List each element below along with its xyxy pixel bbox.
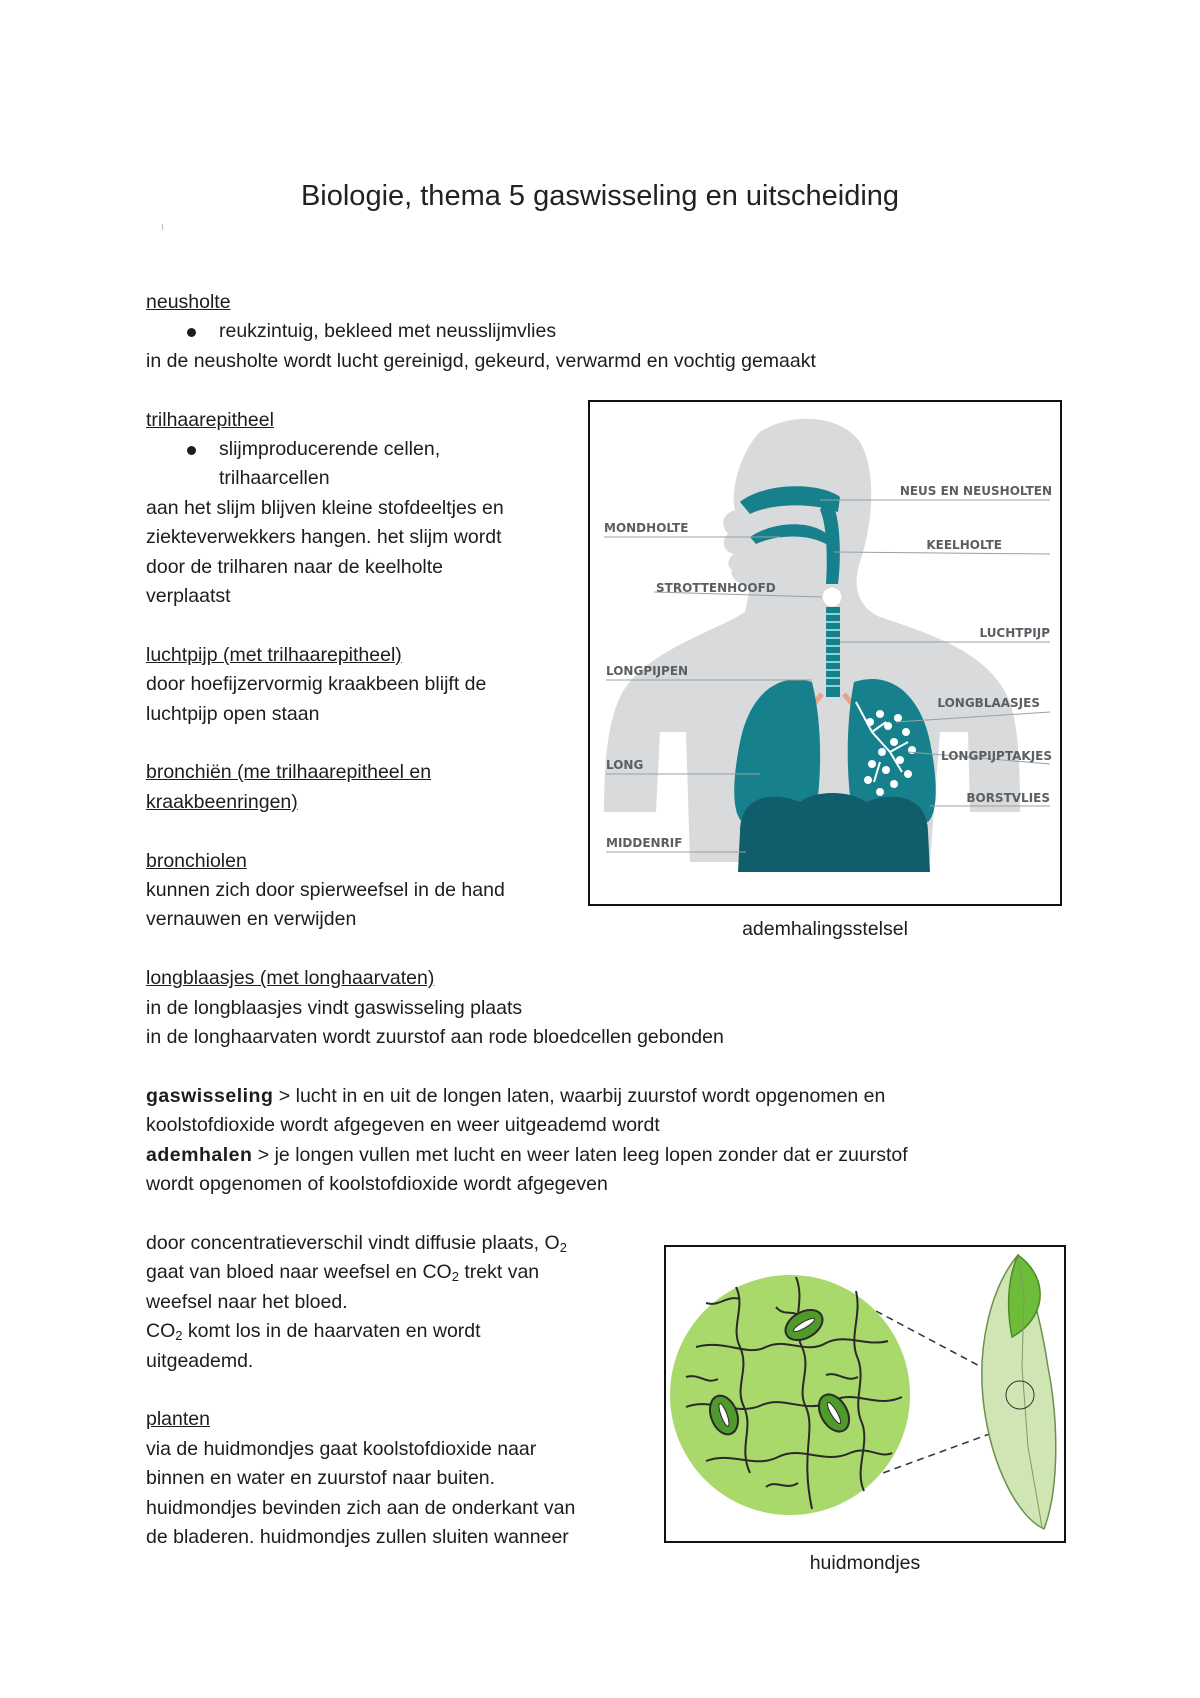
bullet-icon	[187, 446, 196, 455]
label-middenrif: MIDDENRIF	[606, 836, 683, 850]
label-strottenhoofd: STROTTENHOOFD	[656, 581, 776, 595]
bullet-icon	[187, 328, 196, 337]
diaphragm	[738, 793, 930, 872]
bullet-item	[146, 317, 908, 346]
text-line: aan het slijm blijven kleine stofdeeltjes en	[146, 496, 504, 519]
label-borstvlies: BORSTVLIES	[966, 791, 1050, 805]
caption-huidmondjes: huidmondjes	[809, 1552, 921, 1574]
decorative-mark	[162, 224, 163, 230]
text-line: in de longhaarvaten wordt zuurstof aan rode bloedcellen gebonden	[146, 1026, 724, 1049]
respiratory-diagram	[590, 402, 1060, 904]
text-line: kunnen zich door spierweefsel in de hand	[146, 879, 505, 902]
label-luchtpijp: LUCHTPIJP	[979, 626, 1050, 640]
label-longblaasjes: LONGBLAASJES	[937, 696, 1040, 710]
heading-bronchien-cont: kraakbeenringen)	[146, 790, 298, 813]
text-line: via de huidmondjes gaat koolstofdioxide naar	[146, 1437, 537, 1460]
definition-text: > je longen vullen met lucht en weer laten leeg lopen zonder dat er zuurstof	[252, 1143, 908, 1166]
heading-neusholte: neusholte	[146, 291, 231, 313]
trachea	[826, 607, 840, 697]
definition-text: > lucht in en uit de longen laten, waarbij zuurstof wordt opgenomen en	[273, 1084, 886, 1107]
bullet-continuation: trilhaarcellen	[219, 467, 330, 490]
label-longpijptakjes: LONGPIJPTAKJES	[941, 749, 1052, 763]
text-line: de bladeren. huidmondjes zullen sluiten wanneer	[146, 1525, 569, 1548]
text-line: luchtpijp open staan	[146, 702, 320, 725]
diffusie-line: $CO_2$ komt los in de haarvaten en wordt	[146, 1320, 481, 1344]
term-gaswisseling: gaswisseling	[146, 1084, 274, 1107]
neusholte-text: in de neusholte wordt lucht gereinigd, gekeurd, verwarmd en vochtig gemaakt	[146, 349, 816, 372]
figure-huidmondjes	[664, 1245, 1066, 1543]
label-longpijpen: LONGPIJPEN	[606, 664, 689, 678]
definition-ademhalen	[146, 1141, 908, 1170]
stomata-diagram	[666, 1247, 1064, 1541]
page-title: Biologie, thema 5 gaswisseling en uitscheiding	[300, 180, 900, 212]
text-line: ziekteverwekkers hangen. het slijm wordt	[146, 526, 502, 549]
heading-luchtpijp: luchtpijp (met trilhaarepitheel)	[146, 643, 402, 666]
heading-bronchiolen: bronchiolen	[146, 849, 247, 872]
bullet-text: reukzintuig, bekleed met neusslijmvlies	[219, 320, 557, 343]
label-keelholte: KEELHOLTE	[926, 538, 1002, 552]
figure-ademhalingsstelsel	[588, 400, 1062, 906]
text-line: door hoefijzervormig kraakbeen blijft de	[146, 673, 487, 696]
text-line: vernauwen en verwijden	[146, 908, 357, 931]
text-line: koolstofdioxide wordt afgegeven en weer uitgeademd wordt	[146, 1114, 660, 1137]
text-line: wordt opgenomen of koolstofdioxide wordt afgegeven	[146, 1173, 608, 1196]
bullet-text: slijmproducerende cellen,	[219, 438, 441, 461]
heading-longblaasjes: longblaasjes (met longhaarvaten)	[146, 967, 435, 990]
term-ademhalen: ademhalen	[146, 1143, 253, 1166]
heading-bronchien: bronchiën (me trilhaarepitheel en	[146, 761, 432, 784]
label-neus: NEUS EN NEUSHOLTEN	[899, 484, 1052, 498]
heading-trilhaarepitheel: trilhaarepitheel	[146, 408, 274, 431]
text-line: door de trilharen naar de keelholte	[146, 555, 444, 578]
diffusie-line: weefsel naar het bloed.	[146, 1290, 348, 1313]
diffusie-line: uitgeademd.	[146, 1349, 254, 1372]
diffusie-line: gaat van bloed naar weefsel en $CO_2$ trekt van	[146, 1261, 540, 1285]
magnified-view	[670, 1275, 910, 1515]
text-line: in de longblaasjes vindt gaswisseling plaats	[146, 996, 523, 1019]
text-line: huidmondjes bevinden zich aan de onderkant van	[146, 1496, 576, 1519]
caption-ademhalingsstelsel: ademhalingsstelsel	[742, 918, 908, 940]
text-line: binnen en water en zuurstof naar buiten.	[146, 1467, 496, 1490]
heading-planten: planten	[146, 1408, 210, 1431]
definition-gaswisseling	[146, 1082, 908, 1111]
label-mondholte: MONDHOLTE	[604, 521, 689, 535]
diffusie-line: door concentratieverschil vindt diffusie plaats, $O_2$	[146, 1231, 567, 1255]
label-long: LONG	[606, 758, 644, 772]
larynx	[822, 587, 842, 607]
text-line: verplaatst	[146, 585, 231, 608]
